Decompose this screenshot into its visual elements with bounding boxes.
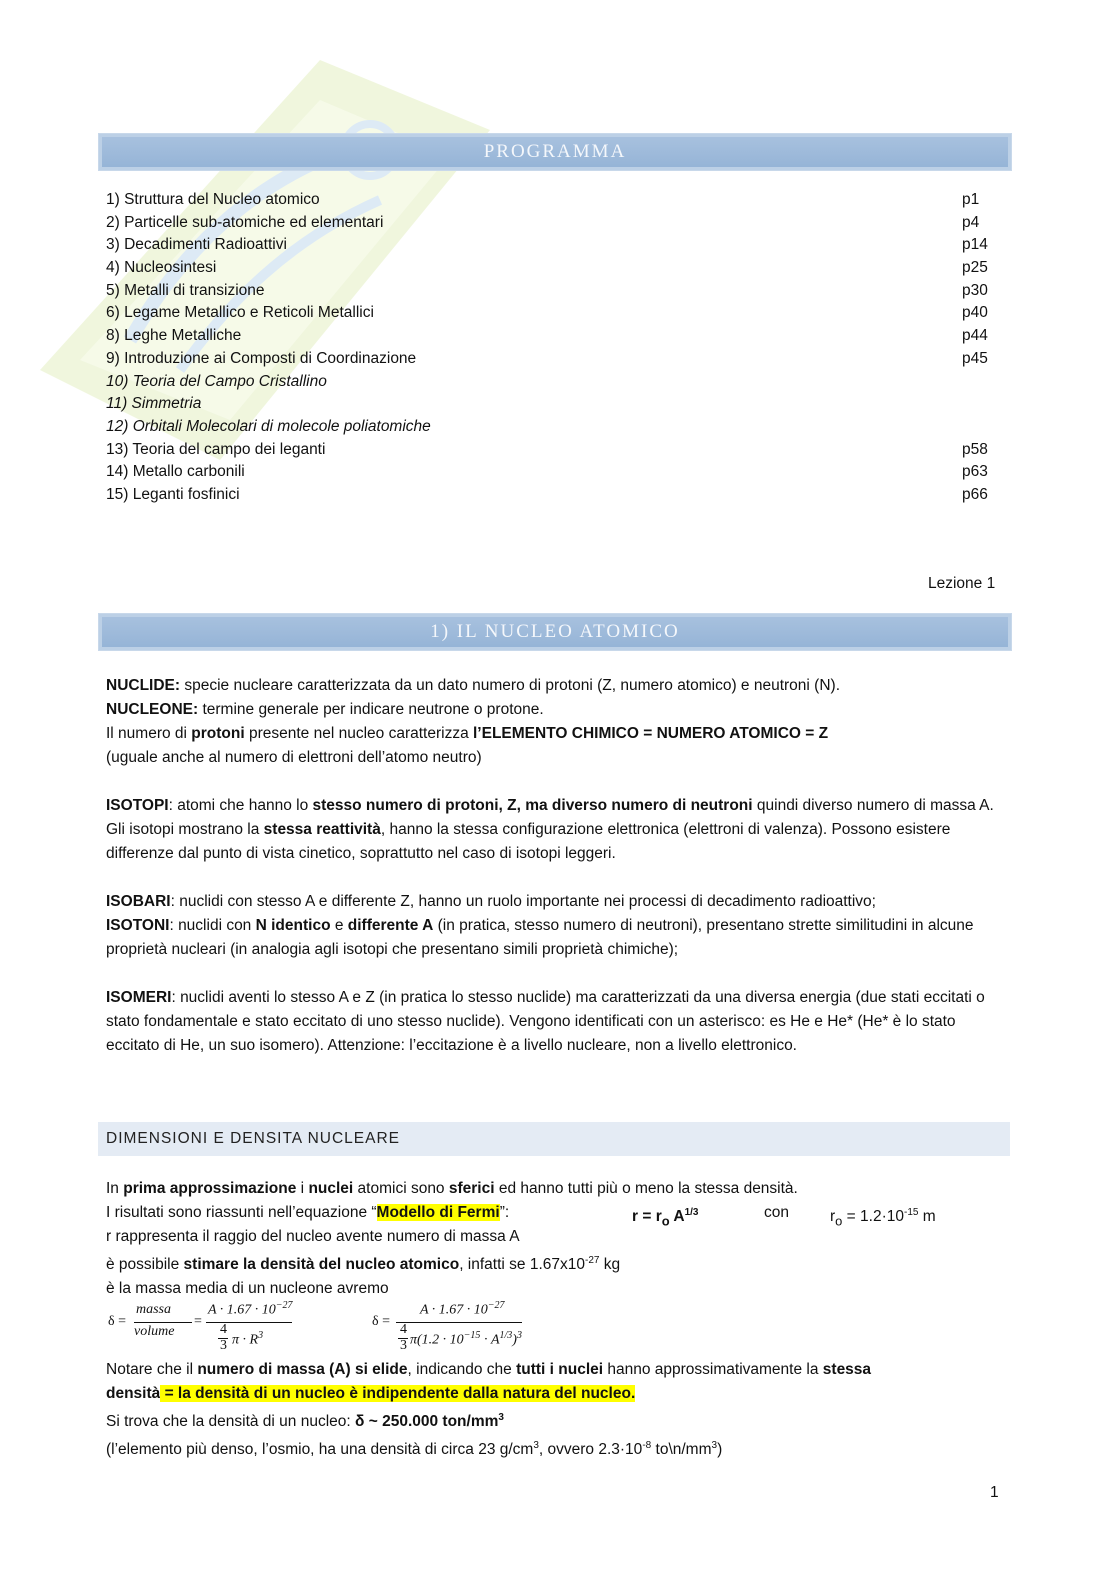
toc-item (106, 393, 1002, 416)
toc-item-label: 13) Teoria del campo dei leganti (106, 440, 326, 458)
toc-item (106, 302, 1002, 325)
toc-item-label: 8) Leghe Metalliche (106, 327, 242, 345)
nucleon-mass-note: è la massa media di un nucleone avremo (106, 1280, 389, 1298)
toc-item-label: 2) Particelle sub-atomiche ed elementari (106, 213, 384, 231)
toc-item-label: 14) Metallo carbonili (106, 463, 245, 481)
section-banner (98, 613, 1012, 651)
page-number: 1 (990, 1484, 999, 1501)
toc-item-label: 3) Decadimenti Radioattivi (106, 236, 287, 254)
toc-item-page: p4 (962, 213, 980, 231)
toc-item-label: 10) Teoria del Campo Cristallino (106, 372, 327, 390)
toc-item (106, 325, 1002, 348)
nuclide-definition: NUCLIDE: specie nucleare caratterizzata da un dato numero di protoni (Z, numero atomico) e neutroni (N). (106, 677, 841, 694)
toc-item-page: p25 (962, 259, 988, 277)
toc-item-page: p66 (962, 485, 988, 503)
toc-item-page: p44 (962, 327, 988, 345)
toc-item-page: p40 (962, 304, 988, 322)
osmium-note: (l’elemento più denso, l’osmio, ha una densità di circa 23 $g/cm^3$, ovvero $2.3\cdot 10^{-8}$ $to\backslash n/mm^3$) (106, 1440, 723, 1459)
r0-value: $r_o = 1.2\cdot 10^{-15}$ m (830, 1207, 936, 1229)
toc-title: PROGRAMMA (483, 141, 627, 162)
radius-note: r rappresenta il raggio del nucleo avente numero di massa A (106, 1228, 520, 1245)
fermi-model-highlight: Modello di Fermi (376, 1204, 500, 1221)
fermi-equation: $r = r_o$ $A^{1/3}$ (632, 1207, 699, 1229)
toc-item (106, 461, 1002, 484)
element-note: (uguale anche al numero di elettroni dell’atomo neutro) (106, 749, 482, 766)
density-intro: In prima approssimazione i nuclei atomici sono sferici ed hanno tutti più o meno la stessa densità. (106, 1180, 798, 1197)
density-formula-1: δ = massa volume = $A \cdot 1.67 \cdot 10^{-27}$ 4 3 $\pi \cdot R^3$ (108, 1300, 293, 1353)
isobari-definition: ISOBARI: nuclidi con stesso A e differente Z, hanno un ruolo importante nei processi di decadimento radioattivo; (106, 893, 876, 910)
toc-item-label: 5) Metalli di transizione (106, 281, 265, 299)
toc-item (106, 439, 1002, 462)
toc-item (106, 280, 1002, 303)
toc-item (106, 416, 1002, 439)
table-of-contents (106, 189, 1002, 507)
definitions-block (106, 674, 1006, 1058)
toc-item (106, 257, 1002, 280)
toc-item-page: p45 (962, 349, 988, 367)
toc-item-page: p30 (962, 281, 988, 299)
density-estimate: è possibile stimare la densità del nucleo atomico, infatti se $1.67x10^{-27}$ kg (106, 1255, 621, 1274)
lesson-label: Lezione 1 (928, 575, 996, 592)
toc-item-label: 12) Orbitali Molecolari di molecole poliatomiche (106, 417, 431, 435)
toc-banner (98, 133, 1012, 171)
toc-item-label: 9) Introduzione ai Composti di Coordinazione (106, 349, 417, 367)
element-definition: Il numero di protoni presente nel nucleo caratterizza l’ELEMENTO CHIMICO = NUMERO ATOMICO = Z (106, 725, 829, 742)
nucleone-definition: NUCLEONE: termine generale per indicare neutrone o protone. (106, 701, 544, 718)
fermi-model-line: I risultati sono riassunti nell’equazione “Modello di Fermi”: $r = r_o$ $A^{1/3}$ con $r_o = 1.2\cdot 10^{-15}$ m (106, 1201, 1006, 1225)
toc-item (106, 371, 1002, 394)
toc-item (106, 234, 1002, 257)
toc-item-page: p14 (962, 236, 988, 254)
con-label: con (764, 1204, 789, 1221)
density-formula-2: δ = $A \cdot 1.67 \cdot 10^{-27}$ 4 3 $\pi(1.2 \cdot 10^{-15} \cdot A^{1/3})^3$ (372, 1300, 522, 1353)
mass-number-note: Notare che il numero di massa (A) si elide, indicando che tutti i nuclei hanno approssimativamente la stessa (106, 1361, 872, 1378)
isotoni-definition: ISOTONI: nuclidi con N identico e differente A (in pratica, stesso numero di neutroni), presentano strette similitudini in alcune proprietà nucleari (in analogia agli isotopi che presentano simili proprietà chimiche); (106, 917, 974, 958)
toc-item (106, 189, 1002, 212)
section-title: 1) IL NUCLEO ATOMICO (430, 621, 680, 642)
density-value: Si trova che la densità di un nucleo: δ ~ 250.000 ton/$mm^3$ (106, 1412, 504, 1431)
toc-item-label: 4) Nucleosintesi (106, 259, 217, 277)
toc-item (106, 348, 1002, 371)
density-block-top (106, 1177, 1006, 1301)
toc-item-page: p58 (962, 440, 988, 458)
subsection-header: DIMENSIONI E DENSITA NUCLEARE (98, 1122, 1010, 1156)
toc-item-label: 6) Legame Metallico e Reticoli Metallici (106, 304, 374, 322)
density-highlight: = la densità di un nucleo è indipendente dalla natura del nucleo. (160, 1385, 636, 1402)
toc-item-label: 15) Leganti fosfinici (106, 485, 240, 503)
isomeri-definition: ISOMERI: nuclidi aventi lo stesso A e Z (in pratica lo stesso nuclide) ma caratterizzati da una diversa energia (due stati eccitati o stato fondamentale e stato eccitato di uno stesso nuclide). Vengono identificati con un asterisco: es He e He* (He* è lo stato eccitato di He, un suo isomero). Attenzione: l’eccitazione è a livello nucleare, non a livello elettronico. (106, 989, 985, 1054)
toc-item (106, 212, 1002, 235)
isotopi-definition: ISOTOPI: atomi che hanno lo stesso numero di protoni, Z, ma diverso numero di neutroni quindi diverso numero di massa A. Gli isotopi mostrano la stessa reattività, hanno la stessa configurazione elettronica (elettroni di valenza). Possono esistere differenze dal punto di vista cinetico, soprattutto nel caso di isotopi leggeri. (106, 797, 994, 862)
toc-item-page: p1 (962, 191, 980, 208)
toc-item-label: 11) Simmetria (106, 395, 202, 413)
toc-item-label: 1) Struttura del Nucleo atomico (106, 191, 320, 208)
density-conclusion: densità = la densità di un nucleo è indipendente dalla natura del nucleo. (106, 1385, 636, 1402)
density-block-bottom (106, 1358, 1006, 1462)
toc-item-page: p63 (962, 463, 988, 481)
toc-item (106, 484, 1002, 507)
